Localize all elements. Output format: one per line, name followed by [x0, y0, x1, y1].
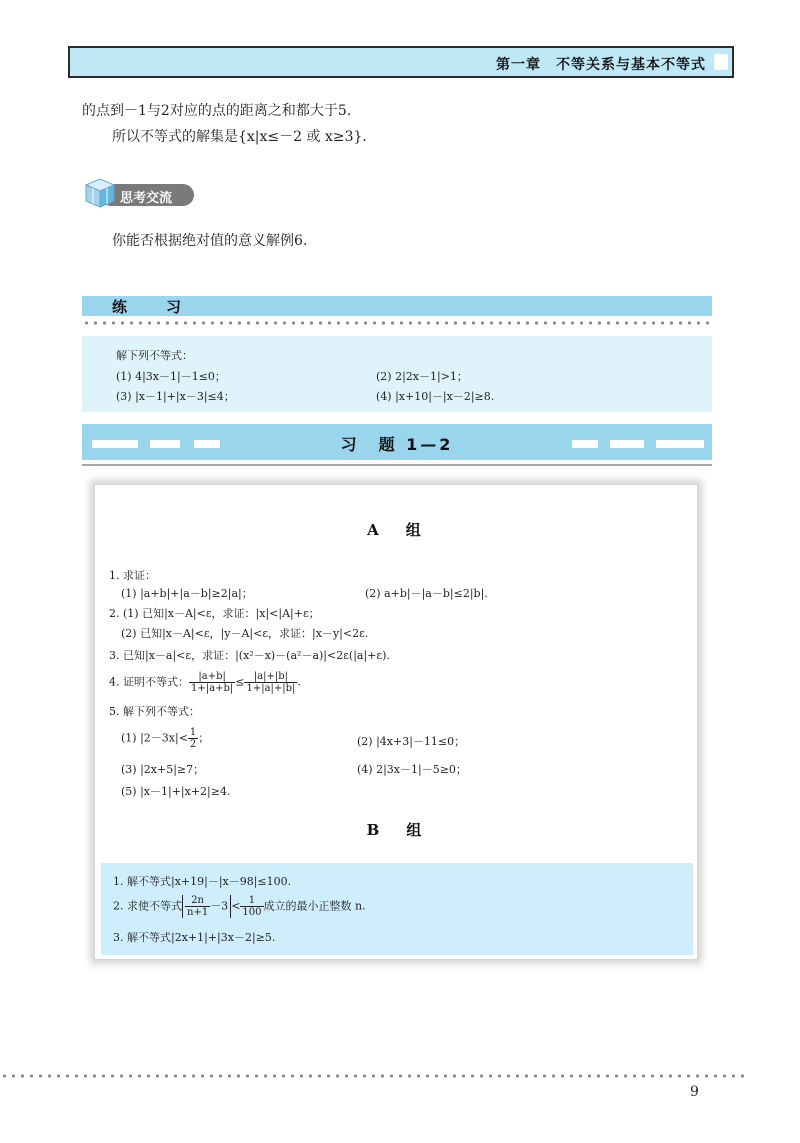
a-q4-prefix: 4. 证明不等式： [109, 675, 189, 689]
chapter-title: 第一章 不等关系与基本不等式 [496, 57, 706, 73]
a-q4-rhs-den: 1+|a|+|b| [246, 683, 296, 694]
header-decor-block [656, 440, 704, 448]
a-q5-4: (4) 2|3x－1|－5≥0； [357, 763, 467, 776]
chapter-mark-icon [714, 54, 728, 70]
a-q4-rhs-num: |a|+|b| [244, 671, 297, 683]
a-q2-part1: 2. (1) 已知|x－A|<ε，求证：|x|<|A|+ε； [109, 607, 320, 620]
a-q4-lhs-fraction [189, 671, 235, 694]
group-a-heading: A 组 [367, 521, 427, 539]
a-q5-5: (5) |x－1|+|x+2|≥4. [121, 785, 231, 798]
practice-item-1: (1) 4|3x－1|－1≤0； [116, 370, 226, 383]
b-q2-rhs-den: 100 [242, 907, 262, 918]
a-q1-part2: (2) a+b|－|a－b|≤2|b|. [365, 587, 488, 600]
exercises-header-bar [82, 424, 712, 460]
a-q4-lhs-num: |a+b| [189, 671, 235, 683]
a-q5-1-prefix: (1) |2－3x|< [121, 731, 188, 745]
intro-line-1: 的点到－1与2对应的点的距离之和都大于5. [82, 103, 352, 119]
a-q5-2: (2) |4x+3|－11≤0； [357, 735, 466, 748]
practice-header-bar [82, 296, 712, 316]
b-q2-rhs-num: 1 [240, 895, 263, 907]
a-q3: 3. 已知|x－a|<ε，求证：|(x²－x)－(a²－a)|<2ε(|a|+ε). [109, 649, 390, 662]
a-q2-part2: (2) 已知|x－A|<ε，|y－A|<ε，求证：|x－y|<2ε. [121, 627, 369, 640]
a-q4-end: . [297, 675, 301, 689]
practice-title: 练 习 [112, 298, 194, 316]
b-q2-rhs-fraction [240, 895, 263, 918]
group-b-box [101, 863, 693, 955]
chapter-header-bar [68, 46, 734, 78]
a-q4-relation: ≤ [235, 675, 245, 689]
group-b-heading: B 组 [366, 821, 428, 839]
practice-item-3: (3) |x－1|+|x－3|≤4； [116, 390, 235, 403]
b-q2-relation: < [231, 899, 241, 913]
think-question: 你能否根据绝对值的意义解例6. [112, 233, 308, 249]
b-q2-inner-fraction [185, 895, 210, 918]
practice-dotted-divider [82, 321, 712, 325]
a-q5-1-fraction [188, 727, 198, 750]
b-q2-absolute [182, 895, 231, 918]
b-q2-inner-num: 2n [185, 895, 210, 907]
header-decor-block [610, 440, 644, 448]
header-decor-block [572, 440, 598, 448]
a-q5-1-end: ； [198, 731, 210, 745]
intro-line-2: 所以不等式的解集是{x|x≤－2 或 x≥3}. [112, 129, 367, 145]
a-q5-1 [121, 727, 209, 750]
exercises-underline [82, 464, 712, 466]
think-discuss-badge [82, 176, 194, 210]
cube-icon [82, 176, 118, 210]
b-q2 [113, 895, 366, 918]
a-q4 [109, 671, 301, 694]
practice-item-2: (2) 2|2x－1|>1； [376, 370, 468, 383]
exercises-title: 习 题 1—2 [340, 435, 454, 454]
a-q5-1-num: 1 [189, 727, 197, 738]
b-q2-inner-den: n+1 [187, 907, 209, 918]
a-q5-1-den: 2 [189, 739, 197, 750]
practice-instruction: 解下列不等式： [116, 349, 193, 362]
think-badge-label: 思考交流 [120, 191, 173, 206]
practice-box [82, 336, 712, 412]
a-q5-stem: 5. 解下列不等式： [109, 705, 200, 718]
b-q3: 3. 解不等式|2x+1|+|3x－2|≥5. [113, 931, 276, 944]
b-q2-prefix: 2. 求使不等式 [113, 899, 182, 913]
a-q1-part1: (1) |a+b|+|a－b|≥2|a|； [121, 587, 253, 600]
page-number: 9 [690, 1084, 699, 1100]
a-q5-3: (3) |2x+5|≥7； [121, 763, 205, 776]
b-q1: 1. 解不等式|x+19|－|x－98|≤100. [113, 875, 292, 888]
exercise-card [94, 484, 698, 960]
a-q4-lhs-den: 1+|a+b| [191, 683, 234, 694]
b-q2-suffix: 成立的最小正整数 n. [263, 899, 366, 913]
practice-item-4: (4) |x+10|－|x－2|≥8. [376, 390, 495, 403]
footer-dotted-divider [0, 1074, 748, 1078]
a-q4-rhs-fraction [244, 671, 297, 694]
b-q2-inner-rest: －3 [210, 899, 229, 913]
a-q1-stem: 1. 求证： [109, 569, 156, 582]
